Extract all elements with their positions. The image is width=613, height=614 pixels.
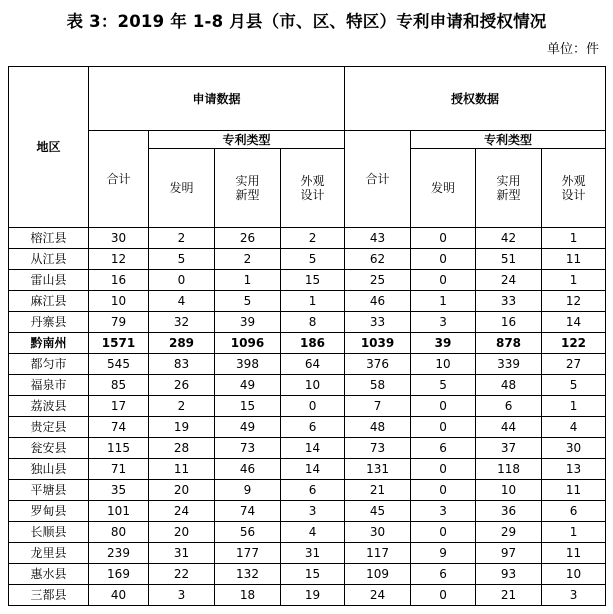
value-cell: 132 — [215, 564, 281, 585]
value-cell: 80 — [89, 522, 149, 543]
table-row — [9, 375, 606, 396]
region-name-cell: 福泉市 — [9, 375, 89, 396]
value-cell: 5 — [215, 291, 281, 312]
value-cell: 15 — [281, 270, 345, 291]
value-cell: 1 — [542, 396, 606, 417]
value-cell: 4 — [281, 522, 345, 543]
value-cell: 6 — [281, 480, 345, 501]
value-cell: 51 — [476, 249, 542, 270]
value-cell: 5 — [281, 249, 345, 270]
value-cell: 14 — [281, 438, 345, 459]
value-cell: 0 — [411, 585, 476, 606]
region-name-cell: 独山县 — [9, 459, 89, 480]
value-cell: 878 — [476, 333, 542, 354]
header-app-design: 外观 设计 — [281, 149, 345, 228]
table-row — [9, 417, 606, 438]
value-cell: 33 — [476, 291, 542, 312]
value-cell: 62 — [345, 249, 411, 270]
value-cell: 11 — [149, 459, 215, 480]
table-row — [9, 249, 606, 270]
value-cell: 28 — [149, 438, 215, 459]
value-cell: 6 — [411, 438, 476, 459]
table-row — [9, 438, 606, 459]
value-cell: 83 — [149, 354, 215, 375]
value-cell: 1571 — [89, 333, 149, 354]
value-cell: 31 — [149, 543, 215, 564]
value-cell: 339 — [476, 354, 542, 375]
value-cell: 2 — [149, 396, 215, 417]
value-cell: 1096 — [215, 333, 281, 354]
table-row — [9, 585, 606, 606]
value-cell: 79 — [89, 312, 149, 333]
value-cell: 545 — [89, 354, 149, 375]
value-cell: 93 — [476, 564, 542, 585]
value-cell: 56 — [215, 522, 281, 543]
value-cell: 5 — [149, 249, 215, 270]
value-cell: 0 — [411, 396, 476, 417]
value-cell: 35 — [89, 480, 149, 501]
value-cell: 0 — [411, 417, 476, 438]
value-cell: 48 — [345, 417, 411, 438]
header-grant-utility: 实用 新型 — [476, 149, 542, 228]
region-name-cell: 罗甸县 — [9, 501, 89, 522]
table-row — [9, 354, 606, 375]
value-cell: 122 — [542, 333, 606, 354]
table-row — [9, 501, 606, 522]
header-grant-design: 外观 设计 — [542, 149, 606, 228]
value-cell: 30 — [89, 228, 149, 249]
value-cell: 0 — [411, 228, 476, 249]
value-cell: 177 — [215, 543, 281, 564]
value-cell: 0 — [411, 459, 476, 480]
value-cell: 186 — [281, 333, 345, 354]
value-cell: 14 — [281, 459, 345, 480]
region-name-cell: 黔南州 — [9, 333, 89, 354]
value-cell: 5 — [542, 375, 606, 396]
value-cell: 398 — [215, 354, 281, 375]
header-grant: 授权数据 — [345, 67, 606, 131]
header-grant-invention: 发明 — [411, 149, 476, 228]
value-cell: 49 — [215, 375, 281, 396]
value-cell: 30 — [542, 438, 606, 459]
value-cell: 36 — [476, 501, 542, 522]
value-cell: 37 — [476, 438, 542, 459]
value-cell: 97 — [476, 543, 542, 564]
value-cell: 73 — [215, 438, 281, 459]
table-body — [9, 228, 606, 606]
value-cell: 10 — [89, 291, 149, 312]
region-name-cell: 麻江县 — [9, 291, 89, 312]
value-cell: 26 — [149, 375, 215, 396]
value-cell: 15 — [281, 564, 345, 585]
table-row — [9, 480, 606, 501]
value-cell: 131 — [345, 459, 411, 480]
value-cell: 1039 — [345, 333, 411, 354]
region-name-cell: 都匀市 — [9, 354, 89, 375]
value-cell: 13 — [542, 459, 606, 480]
value-cell: 3 — [411, 312, 476, 333]
value-cell: 3 — [149, 585, 215, 606]
table-row — [9, 291, 606, 312]
value-cell: 16 — [476, 312, 542, 333]
value-cell: 0 — [411, 249, 476, 270]
value-cell: 15 — [215, 396, 281, 417]
value-cell: 3 — [281, 501, 345, 522]
value-cell: 12 — [542, 291, 606, 312]
value-cell: 19 — [149, 417, 215, 438]
value-cell: 6 — [542, 501, 606, 522]
value-cell: 24 — [345, 585, 411, 606]
value-cell: 39 — [215, 312, 281, 333]
region-name-cell: 三都县 — [9, 585, 89, 606]
table-row — [9, 396, 606, 417]
value-cell: 169 — [89, 564, 149, 585]
region-name-cell: 丹寨县 — [9, 312, 89, 333]
value-cell: 12 — [89, 249, 149, 270]
value-cell: 43 — [345, 228, 411, 249]
table-row — [9, 270, 606, 291]
table-row — [9, 564, 606, 585]
header-app-total: 合计 — [89, 131, 149, 228]
value-cell: 24 — [476, 270, 542, 291]
value-cell: 0 — [281, 396, 345, 417]
header-application: 申请数据 — [89, 67, 345, 131]
value-cell: 22 — [149, 564, 215, 585]
value-cell: 32 — [149, 312, 215, 333]
value-cell: 2 — [215, 249, 281, 270]
value-cell: 239 — [89, 543, 149, 564]
value-cell: 11 — [542, 543, 606, 564]
region-name-cell: 从江县 — [9, 249, 89, 270]
value-cell: 27 — [542, 354, 606, 375]
value-cell: 42 — [476, 228, 542, 249]
header-app-utility: 实用 新型 — [215, 149, 281, 228]
value-cell: 49 — [215, 417, 281, 438]
value-cell: 9 — [215, 480, 281, 501]
value-cell: 85 — [89, 375, 149, 396]
value-cell: 21 — [476, 585, 542, 606]
value-cell: 48 — [476, 375, 542, 396]
value-cell: 1 — [542, 228, 606, 249]
value-cell: 31 — [281, 543, 345, 564]
value-cell: 1 — [542, 522, 606, 543]
value-cell: 1 — [542, 270, 606, 291]
value-cell: 1 — [411, 291, 476, 312]
value-cell: 58 — [345, 375, 411, 396]
value-cell: 71 — [89, 459, 149, 480]
value-cell: 1 — [281, 291, 345, 312]
header-grant-patent-type: 专利类型 — [411, 131, 606, 149]
value-cell: 0 — [411, 522, 476, 543]
value-cell: 74 — [89, 417, 149, 438]
value-cell: 46 — [345, 291, 411, 312]
value-cell: 17 — [89, 396, 149, 417]
header-app-invention: 发明 — [149, 149, 215, 228]
region-name-cell: 长顺县 — [9, 522, 89, 543]
unit-label: 单位：件 — [546, 42, 599, 57]
value-cell: 26 — [215, 228, 281, 249]
value-cell: 101 — [89, 501, 149, 522]
table-title: 表 3：2019 年 1-8 月县（市、区、特区）专利申请和授权情况 — [66, 12, 547, 31]
value-cell: 0 — [149, 270, 215, 291]
table-row — [9, 459, 606, 480]
table-row — [9, 228, 606, 249]
value-cell: 39 — [411, 333, 476, 354]
value-cell: 5 — [411, 375, 476, 396]
region-name-cell: 贵定县 — [9, 417, 89, 438]
value-cell: 14 — [542, 312, 606, 333]
value-cell: 10 — [542, 564, 606, 585]
region-name-cell: 瓮安县 — [9, 438, 89, 459]
value-cell: 9 — [411, 543, 476, 564]
value-cell: 0 — [411, 270, 476, 291]
value-cell: 4 — [149, 291, 215, 312]
value-cell: 3 — [542, 585, 606, 606]
value-cell: 115 — [89, 438, 149, 459]
value-cell: 11 — [542, 249, 606, 270]
value-cell: 8 — [281, 312, 345, 333]
value-cell: 20 — [149, 480, 215, 501]
value-cell: 30 — [345, 522, 411, 543]
value-cell: 44 — [476, 417, 542, 438]
table-row — [9, 543, 606, 564]
value-cell: 29 — [476, 522, 542, 543]
value-cell: 18 — [215, 585, 281, 606]
value-cell: 74 — [215, 501, 281, 522]
table-row — [9, 522, 606, 543]
value-cell: 10 — [281, 375, 345, 396]
value-cell: 6 — [411, 564, 476, 585]
value-cell: 10 — [476, 480, 542, 501]
value-cell: 21 — [345, 480, 411, 501]
region-name-cell: 榕江县 — [9, 228, 89, 249]
table-row — [9, 333, 606, 354]
value-cell: 40 — [89, 585, 149, 606]
value-cell: 16 — [89, 270, 149, 291]
value-cell: 64 — [281, 354, 345, 375]
patent-table — [8, 66, 606, 606]
value-cell: 10 — [411, 354, 476, 375]
header-app-patent-type: 专利类型 — [149, 131, 345, 149]
region-name-cell: 荔波县 — [9, 396, 89, 417]
value-cell: 2 — [149, 228, 215, 249]
value-cell: 20 — [149, 522, 215, 543]
region-name-cell: 雷山县 — [9, 270, 89, 291]
value-cell: 3 — [411, 501, 476, 522]
value-cell: 11 — [542, 480, 606, 501]
table-row — [9, 312, 606, 333]
value-cell: 6 — [281, 417, 345, 438]
region-name-cell: 龙里县 — [9, 543, 89, 564]
value-cell: 1 — [215, 270, 281, 291]
value-cell: 46 — [215, 459, 281, 480]
value-cell: 45 — [345, 501, 411, 522]
value-cell: 25 — [345, 270, 411, 291]
value-cell: 118 — [476, 459, 542, 480]
value-cell: 109 — [345, 564, 411, 585]
value-cell: 33 — [345, 312, 411, 333]
value-cell: 376 — [345, 354, 411, 375]
value-cell: 19 — [281, 585, 345, 606]
value-cell: 2 — [281, 228, 345, 249]
value-cell: 117 — [345, 543, 411, 564]
value-cell: 4 — [542, 417, 606, 438]
value-cell: 7 — [345, 396, 411, 417]
value-cell: 73 — [345, 438, 411, 459]
region-name-cell: 惠水县 — [9, 564, 89, 585]
value-cell: 0 — [411, 480, 476, 501]
region-name-cell: 平塘县 — [9, 480, 89, 501]
header-region: 地区 — [9, 67, 89, 228]
value-cell: 6 — [476, 396, 542, 417]
value-cell: 289 — [149, 333, 215, 354]
value-cell: 24 — [149, 501, 215, 522]
header-grant-total: 合计 — [345, 131, 411, 228]
